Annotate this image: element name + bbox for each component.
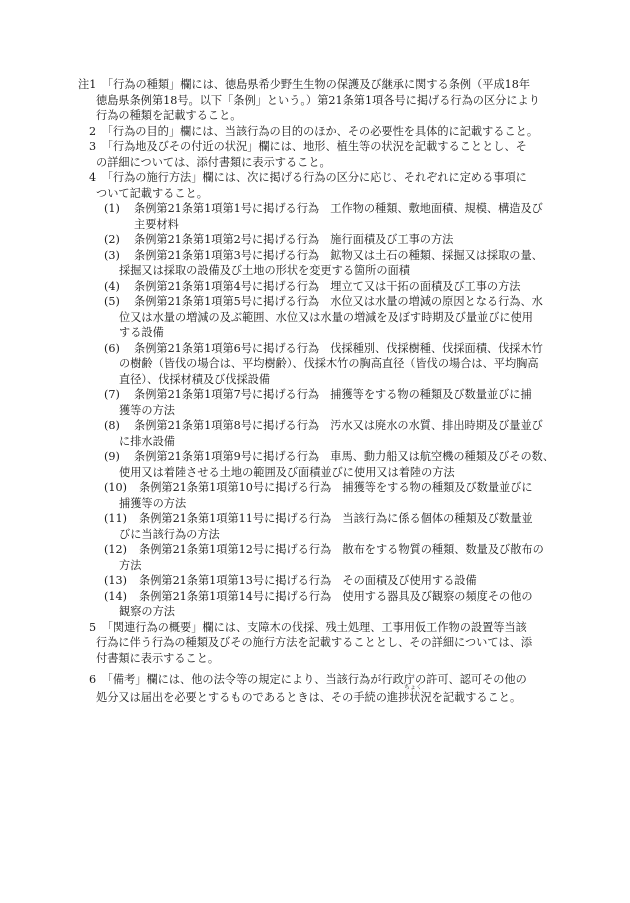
item-7-number: (7) xyxy=(104,388,120,401)
item-2-number: (2) xyxy=(104,233,120,246)
item-5-number: (5) xyxy=(104,295,120,308)
note-4-line-1: 4 「行為の施行方法」欄には、次に掲げる行為の区分に応じ、それぞれに定める事項に xyxy=(89,171,527,184)
note-5-line-3: 付書類に表示すること。 xyxy=(96,651,220,665)
item-3-number: (3) xyxy=(104,248,120,262)
item-1-number: (1) xyxy=(104,202,120,215)
item-12-number: (12) xyxy=(104,543,127,556)
item-12-line-2: 方法 xyxy=(119,558,142,572)
item-8-number: (8) xyxy=(104,419,120,432)
item-10-line-2: 捕獲等の方法 xyxy=(119,496,187,510)
item-11-number: (11) xyxy=(104,512,127,525)
item-6-line-3: 直径）、伐採材積及び伐採設備 xyxy=(119,372,271,386)
note-3-line-2: の詳細については、添付書類に表示すること。 xyxy=(96,155,331,169)
note-5-line-2: 行為に伴う行為の種類及びその施行方法を記載することとし、その詳細については、添 xyxy=(96,636,533,649)
note-6-line-2: 処分又は届出を必要とするものであるときは、その手続の進捗状況を記載すること。 xyxy=(96,691,522,704)
item-11-line-1: 条例第21条第1項第11号に掲げる行為 当該行為に係る個体の種類及び数量並 xyxy=(139,512,533,525)
note-1-line-3: 行為の種類を記載すること。 xyxy=(96,109,242,122)
item-8-line-1: 条例第21条第1項第8号に掲げる行為 汚水又は廃水の水質、排出時期及び量並び xyxy=(134,419,543,432)
item-8-line-2: に排水設備 xyxy=(119,434,175,448)
item-14-line-1: 条例第21条第1項第14号に掲げる行為 使用する器具及び観察の頻度その他の xyxy=(139,589,533,603)
note-1-line-1: 注1 「行為の種類」欄には、徳島県希少野生生物の保護及び継承に関する条例（平成18年 xyxy=(78,78,531,91)
item-13-line-1: 条例第21条第1項第13号に掲げる行為 その面積及び使用する設備 xyxy=(139,574,477,587)
item-5-line-1: 条例第21条第1項第5号に掲げる行為 水位又は水量の増減の原因となる行為、水 xyxy=(134,295,543,308)
item-3-line-2: 採掘又は採取の設備及び土地の形状を変更する箇所の面積 xyxy=(119,264,410,277)
item-7-line-2: 獲等の方法 xyxy=(119,403,175,417)
item-5-line-3: する設備 xyxy=(119,326,164,339)
item-14-number: (14) xyxy=(104,589,127,603)
item-7-line-1: 条例第21条第1項第7号に掲げる行為 捕獲等をする物の種類及び数量並びに捕 xyxy=(134,388,532,401)
item-10-number: (10) xyxy=(104,481,127,494)
note-2-line-1: 2 「行為の目的」欄には、当該行為の目的のほか、その必要性を具体的に記載すること。 xyxy=(89,124,539,138)
item-5-line-2: 位又は水量の増減の及ぶ範囲、水位又は水量の増減を及ぼす時期及び量並びに使用 xyxy=(119,310,533,324)
item-11-line-2: びに当該行為の方法 xyxy=(119,527,220,541)
item-13-number: (13) xyxy=(104,574,127,587)
item-10-line-1: 条例第21条第1項第10号に掲げる行為 捕獲等をする物の種類及び数量並びに xyxy=(139,481,533,494)
note-4-line-2: ついて記載すること。 xyxy=(96,186,208,200)
note-1-line-2: 徳島県条例第18号。以下「条例」という。）第21条第1項各号に掲げる行為の区分により xyxy=(96,93,540,107)
item-14-line-2: 観察の方法 xyxy=(119,605,175,618)
item-1-line-1: 条例第21条第1項第1号に掲げる行為 工作物の種類、敷地面積、規模、構造及び xyxy=(134,202,543,215)
item-9-number: (9) xyxy=(104,450,120,463)
item-6-line-1: 条例第21条第1項第6号に掲げる行為 伐採種別、伐採樹種、伐採面積、伐採木竹 xyxy=(134,341,543,355)
item-4-number: (4) xyxy=(104,279,120,293)
ruby-annotation: ちょく xyxy=(404,684,423,691)
item-3-line-1: 条例第21条第1項第3号に掲げる行為 鉱物又は土石の種類、採掘又は採取の量、 xyxy=(134,248,543,262)
item-6-number: (6) xyxy=(104,341,120,355)
item-4-line-1: 条例第21条第1項第4号に掲げる行為 埋立て又は干拓の面積及び工事の方法 xyxy=(134,279,521,293)
item-9-line-1: 条例第21条第1項第9号に掲げる行為 車馬、動力船又は航空機の種類及びその数、 xyxy=(134,450,555,463)
item-2-line-1: 条例第21条第1項第2号に掲げる行為 施行面積及び工事の方法 xyxy=(134,233,454,246)
note-5-line-1: 5 「関連行為の概要」欄には、支障木の伐採、残土処理、工事用仮工作物の設置等当該 xyxy=(89,620,527,634)
item-9-line-2: 使用又は着陸させる土地の範囲及び面積並びに使用又は着陸の方法 xyxy=(119,465,455,479)
item-12-line-1: 条例第21条第1項第12号に掲げる行為 散布をする物質の種類、数量及び散布の xyxy=(139,543,544,556)
note-3-line-1: 3 「行為地及びその付近の状況」欄には、地形、植生等の状況を記載することとし、そ xyxy=(89,140,527,153)
item-6-line-2: の樹齢（皆伐の場合は、平均樹齢）、伐採木竹の胸高直径（皆伐の場合は、平均胸高 xyxy=(119,357,539,370)
note-6-line-1: 6 「備考」欄には、他の法令等の規定により、当該行為が行政庁の許可、認可その他の xyxy=(89,673,527,686)
item-1-line-2: 主要材料 xyxy=(134,217,179,231)
